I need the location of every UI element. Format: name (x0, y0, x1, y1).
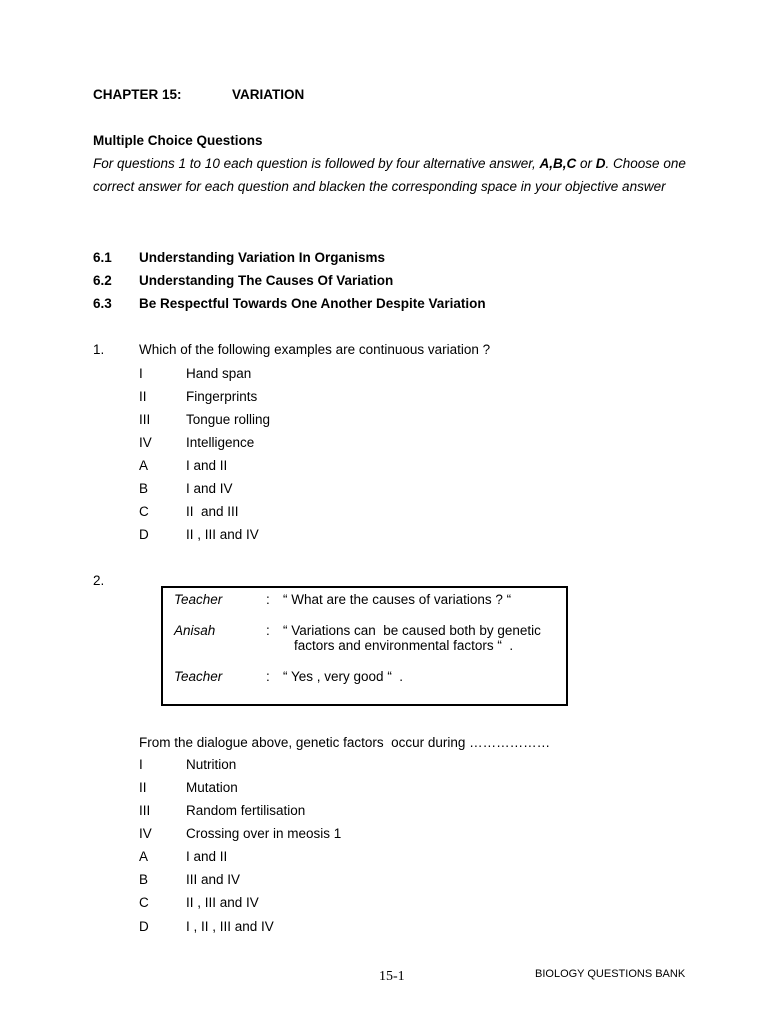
objective-num: 6.1 (93, 250, 112, 265)
dialogue-colon: : (266, 592, 270, 607)
page-number: 15-1 (379, 969, 405, 984)
instructions-abc: A,B,C (539, 156, 577, 171)
dialogue-line: “ Yes , very good “ . (283, 669, 404, 684)
instructions-pre: For questions 1 to 10 each question is followed by four alternative answer, (93, 156, 540, 171)
objective-text: Understanding The Causes Of Variation (139, 273, 394, 288)
answer-label: B (139, 872, 149, 887)
answer-text: III and IV (186, 872, 241, 887)
answer-label: B (139, 481, 149, 496)
option-label: III (139, 803, 151, 818)
option-label: IV (139, 435, 152, 450)
answer-label: C (139, 504, 149, 519)
answer-text: II , III and IV (186, 895, 259, 910)
dialogue-speaker: Teacher (174, 592, 223, 607)
dialogue-line: “ What are the causes of variations ? “ (283, 592, 512, 607)
option-text: Fingerprints (186, 389, 258, 404)
answer-text: I , II , III and IV (186, 919, 274, 934)
option-label: III (139, 412, 151, 427)
answer-text: II and III (186, 504, 239, 519)
option-label: I (139, 366, 143, 381)
chapter-label: CHAPTER 15: (93, 87, 182, 102)
answer-text: I and IV (186, 481, 233, 496)
instructions-post: . Choose one correct answer for each question and blacken the corresponding space in your objective answer (93, 156, 686, 194)
objective-text: Be Respectful Towards One Another Despite Variation (139, 296, 486, 311)
dialogue-line: “ Variations can be caused both by genetic (283, 623, 541, 638)
option-label: II (139, 780, 147, 795)
dialogue-speaker: Teacher (174, 669, 223, 684)
question-stem: Which of the following examples are continuous variation ? (139, 342, 491, 357)
question-number: 1. (93, 342, 105, 357)
option-text: Intelligence (186, 435, 255, 450)
answer-label: A (139, 458, 149, 473)
option-label: IV (139, 826, 152, 841)
dialogue-speaker: Anisah (174, 623, 216, 638)
instructions-mid: or (576, 156, 596, 171)
objective-num: 6.3 (93, 296, 112, 311)
option-text: Random fertilisation (186, 803, 306, 818)
objective-text: Understanding Variation In Organisms (139, 250, 386, 265)
section-heading: Multiple Choice Questions (93, 133, 263, 148)
answer-text: II , III and IV (186, 527, 259, 542)
objective-num: 6.2 (93, 273, 112, 288)
answer-text: I and II (186, 849, 228, 864)
dialogue-colon: : (266, 623, 270, 638)
answer-label: D (139, 919, 149, 934)
dialogue-colon: : (266, 669, 270, 684)
answer-label: A (139, 849, 149, 864)
answer-text: I and II (186, 458, 228, 473)
dialogue-line: factors and environmental factors “ . (294, 638, 514, 653)
instructions-d: D (595, 156, 606, 171)
option-label: II (139, 389, 147, 404)
option-text: Tongue rolling (186, 412, 271, 427)
instructions (93, 152, 693, 198)
chapter-title: VARIATION (232, 87, 305, 102)
option-text: Crossing over in meosis 1 (186, 826, 342, 841)
option-text: Hand span (186, 366, 252, 381)
question-stem: From the dialogue above, genetic factors occur during ……………… (139, 735, 551, 750)
answer-label: C (139, 895, 149, 910)
answer-label: D (139, 527, 149, 542)
footer-title: BIOLOGY QUESTIONS BANK (535, 968, 686, 980)
option-text: Mutation (186, 780, 238, 795)
option-text: Nutrition (186, 757, 237, 772)
question-number: 2. (93, 573, 105, 588)
option-label: I (139, 757, 143, 772)
